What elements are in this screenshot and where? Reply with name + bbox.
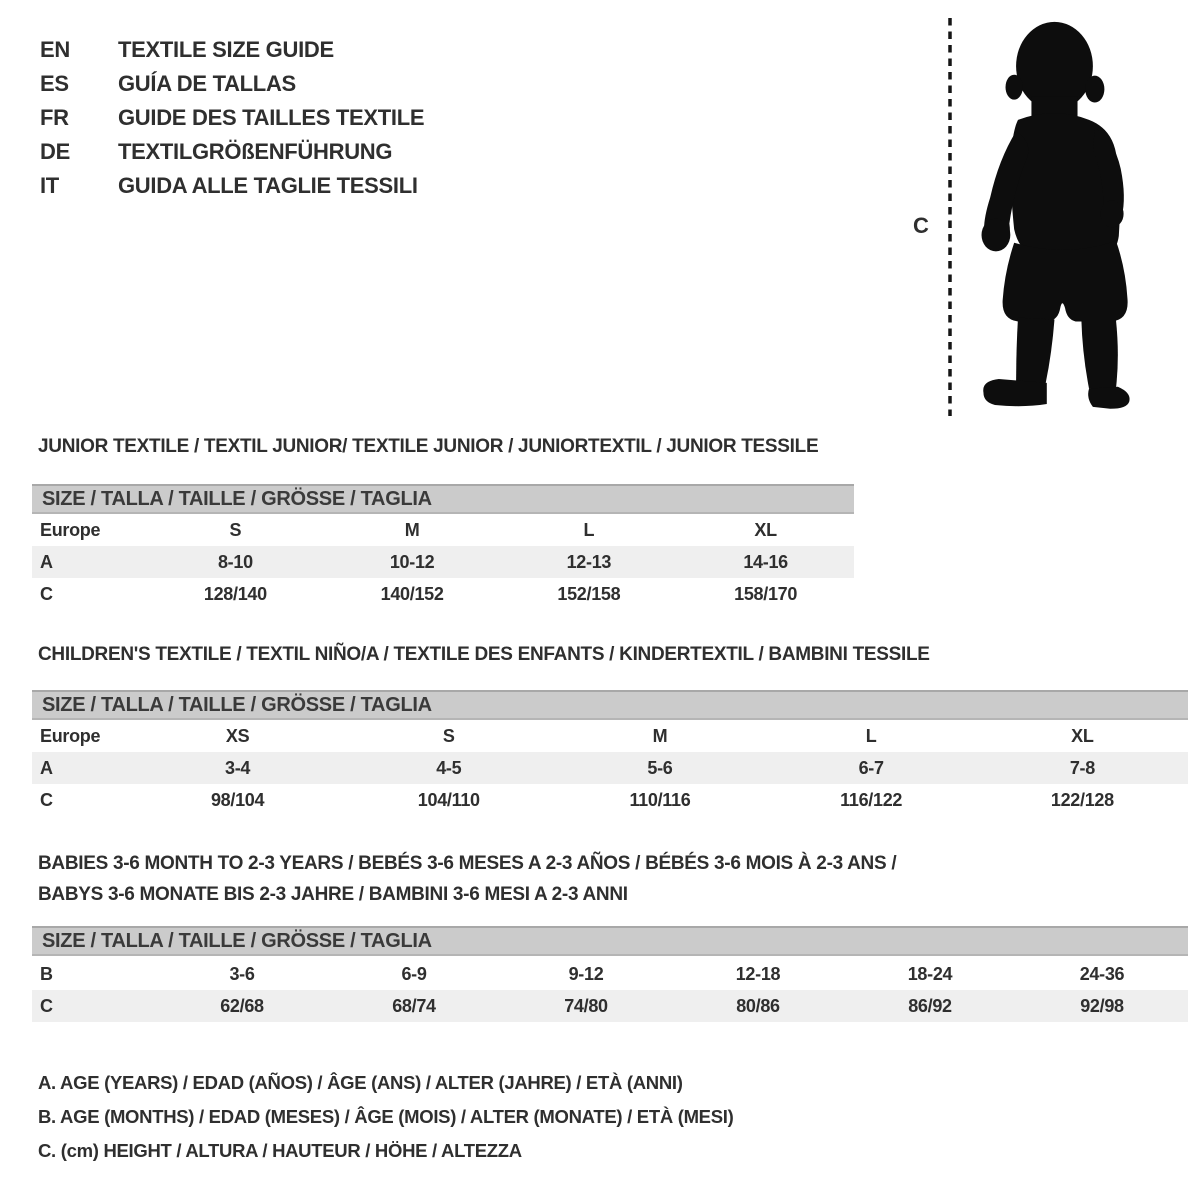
row-label: A	[40, 551, 53, 572]
language-code: EN	[40, 37, 70, 62]
table-cell: 14-16	[743, 551, 788, 572]
babies-size-header-bar: SIZE / TALLA / TAILLE / GRÖSSE / TAGLIA	[32, 926, 1188, 956]
table-row	[32, 578, 854, 610]
children-size-table	[32, 720, 1188, 816]
language-code: IT	[40, 173, 59, 198]
table-cell: 4-5	[436, 757, 462, 778]
table-cell: 6-7	[858, 757, 884, 778]
table-cell: 116/122	[840, 789, 903, 810]
row-label: A	[40, 757, 53, 778]
column-header: S	[229, 519, 242, 540]
language-title: GUÍA DE TALLAS	[118, 71, 296, 96]
columns-label: Europe	[40, 519, 101, 540]
table-cell: 104/110	[417, 789, 480, 810]
language-row-de	[40, 135, 424, 169]
table-row	[32, 514, 854, 546]
table-row	[32, 752, 1188, 784]
footnote-age-months: B. AGE (MONTHS) / EDAD (MESES) / ÂGE (MOIS) / ALTER (MONATE) / ETÀ (MESI)	[38, 1106, 734, 1127]
table-row	[32, 784, 1188, 816]
language-code: ES	[40, 71, 69, 96]
column-header: L	[865, 725, 877, 746]
column-header: XS	[225, 725, 250, 746]
footnote-age-years: A. AGE (YEARS) / EDAD (AÑOS) / ÂGE (ANS) / ALTER (JAHRE) / ETÀ (ANNI)	[38, 1072, 683, 1093]
columns-label: Europe	[40, 725, 101, 746]
language-row-en	[40, 33, 424, 67]
table-cell: 98/104	[210, 789, 265, 810]
table-cell: 128/140	[203, 583, 267, 604]
table-cell: 3-6	[229, 963, 255, 984]
table-cell: 62/68	[220, 995, 264, 1016]
row-label: C	[40, 995, 53, 1016]
table-cell: 74/80	[564, 995, 608, 1016]
toddler-silhouette	[982, 22, 1130, 409]
table-cell: 122/128	[1050, 789, 1114, 810]
row-label: C	[40, 583, 53, 604]
language-title: GUIDE DES TAILLES TEXTILE	[118, 105, 425, 130]
column-header: XL	[754, 519, 777, 540]
column-header: XL	[1071, 725, 1094, 746]
footnote-height-cm: C. (cm) HEIGHT / ALTURA / HAUTEUR / HÖHE / ALTEZZA	[38, 1140, 522, 1161]
table-row	[32, 546, 854, 578]
language-code: DE	[40, 139, 70, 164]
table-row	[32, 990, 1188, 1022]
column-header: M	[404, 519, 420, 540]
table-cell: 10-12	[389, 551, 435, 572]
column-header: S	[442, 725, 455, 746]
table-cell: 5-6	[647, 757, 673, 778]
language-title: GUIDA ALLE TAGLIE TESSILI	[118, 173, 418, 198]
toddler-silhouette-figure	[940, 12, 1140, 424]
language-row-fr	[40, 101, 424, 135]
table-cell: 3-4	[225, 757, 251, 778]
column-header: M	[652, 725, 668, 746]
language-row-it	[40, 169, 424, 203]
table-cell: 24-36	[1079, 963, 1125, 984]
children-size-header-bar: SIZE / TALLA / TAILLE / GRÖSSE / TAGLIA	[32, 690, 1188, 720]
table-row	[32, 958, 1188, 990]
table-cell: 86/92	[908, 995, 952, 1016]
height-measure-label: C	[913, 213, 929, 238]
language-list	[40, 33, 424, 203]
babies-section-heading-line2: BABYS 3-6 MONATE BIS 2-3 JAHRE / BAMBINI 3-6 MESI A 2-3 ANNI	[38, 884, 628, 905]
table-cell: 8-10	[217, 551, 253, 572]
table-cell: 158/170	[734, 583, 798, 604]
table-cell: 140/152	[380, 583, 444, 604]
language-title: TEXTILGRÖßENFÜHRUNG	[118, 139, 393, 164]
table-cell: 18-24	[907, 963, 953, 984]
table-cell: 6-9	[401, 963, 427, 984]
table-cell: 9-12	[568, 963, 604, 984]
language-row-es	[40, 67, 424, 101]
table-row	[32, 720, 1188, 752]
table-cell: 92/98	[1080, 995, 1124, 1016]
babies-size-table	[32, 958, 1188, 1022]
language-title: TEXTILE SIZE GUIDE	[118, 37, 334, 62]
table-cell: 12-18	[735, 963, 781, 984]
row-label: B	[40, 963, 53, 984]
babies-section-heading-line1: BABIES 3-6 MONTH TO 2-3 YEARS / BEBÉS 3-6 MESES A 2-3 AÑOS / BÉBÉS 3-6 MOIS À 2-3 ANS /	[38, 853, 897, 874]
language-code: FR	[40, 105, 69, 130]
junior-size-header-bar: SIZE / TALLA / TAILLE / GRÖSSE / TAGLIA	[32, 484, 854, 514]
table-cell: 152/158	[557, 583, 621, 604]
table-cell: 68/74	[392, 995, 436, 1016]
table-cell: 12-13	[566, 551, 612, 572]
table-cell: 80/86	[736, 995, 780, 1016]
junior-size-table	[32, 514, 854, 610]
row-label: C	[40, 789, 53, 810]
children-section-heading: CHILDREN'S TEXTILE / TEXTIL NIÑO/A / TEXTILE DES ENFANTS / KINDERTEXTIL / BAMBINI TESSILE	[38, 644, 930, 665]
junior-section-heading: JUNIOR TEXTILE / TEXTIL JUNIOR/ TEXTILE JUNIOR / JUNIORTEXTIL / JUNIOR TESSILE	[38, 436, 819, 457]
table-cell: 7-8	[1069, 757, 1095, 778]
column-header: L	[583, 519, 595, 540]
table-cell: 110/116	[629, 789, 691, 810]
